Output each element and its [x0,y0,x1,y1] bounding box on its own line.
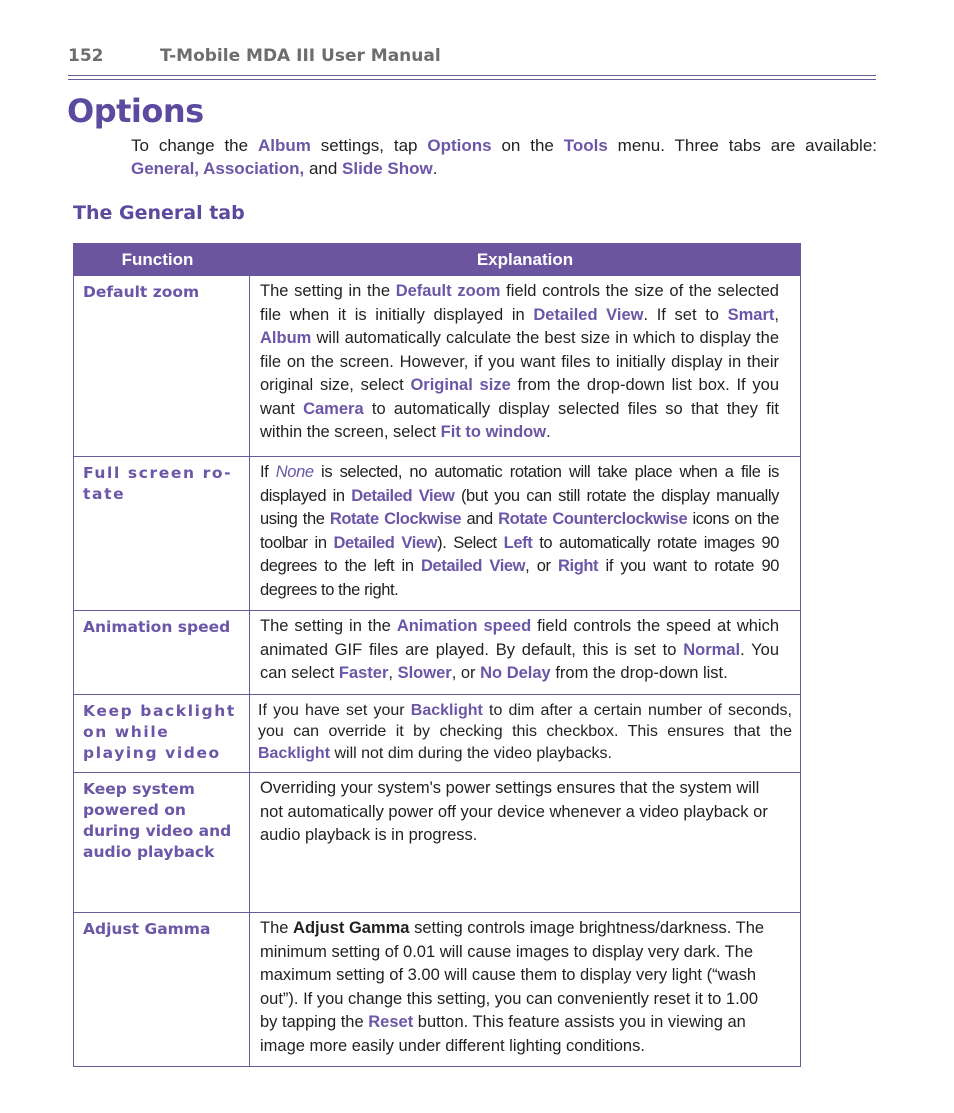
cell-keyword: Backlight [410,701,483,719]
cell-text: from the drop-down list box. If you want [260,376,779,418]
cell-text: . If set to [643,305,728,324]
cell-text: to automatically display selected files so that they fit within the screen, select [260,399,779,441]
cell-keyword: Faster [338,664,389,682]
cell-text: will automatically calculate the best size in which to display the file on the screen. However, if you want files to initially display in their original size, select [260,329,779,394]
page-title: Options [67,92,204,130]
intro-keyword: Slide Show [342,159,433,178]
cell-keyword: Rotate Counterclockwise [498,510,688,528]
table-row [74,773,801,913]
cell-text: setting controls image brightness/darkness. The minimum setting of 0.01 will cause images to display very dark. The maximum setting of 3.00 will cause them to display very light (“wash out”). If you change this setting, you can conveniently reset it to 1.00 by tapping the [260,919,765,1031]
cell-keyword: Left [503,533,533,552]
intro-text: To change the [131,136,258,155]
function-cell: Adjust Gamma [74,913,250,1067]
cell-text: (but you can still rotate the display manually using the [260,486,779,528]
cell-keyword: Backlight [258,744,331,762]
explanation-cell [250,457,801,611]
cell-text: The setting in the [260,282,396,300]
cell-text: icons on the toolbar in [260,510,779,552]
section-title: The General tab [73,202,245,224]
cell-text: The [260,919,294,937]
table-row [74,694,801,773]
cell-text: . You can select [260,640,779,682]
cell-keyword: Detailed View [421,557,526,575]
cell-keyword: None [275,463,314,481]
cell-text: If [260,463,276,481]
cell-text: to dim after a certain number of seconds, you can override it by checking this checkbox. This ensures that the [258,701,793,740]
cell-text: from the drop-down list. [550,664,728,682]
cell-keyword: Smart [727,305,775,324]
cell-text: . [546,423,551,441]
function-cell: Keep backlight on while playing video [74,694,250,773]
cell-text: , or [451,664,481,682]
table-row [74,913,801,1067]
explanation-cell [250,611,801,695]
function-cell: Full screen ro-tate [74,457,250,611]
cell-keyword: Camera [303,399,364,418]
intro-paragraph [131,134,877,180]
cell-keyword: Detailed View [533,305,644,324]
function-column-header: Function [74,244,250,276]
intro-text: . [432,159,438,178]
cell-keyword: Slower [397,664,452,682]
cell-text: , [388,664,398,682]
cell-text: if you want to rotate 90 degrees to the right. [260,557,780,599]
cell-keyword: Default zoom [395,282,501,300]
intro-text: and [304,159,343,178]
cell-keyword: No Delay [480,664,551,682]
intro-text: on the [491,136,564,155]
cell-keyword: Adjust Gamma [293,919,410,937]
cell-keyword: Fit to window [440,423,547,441]
cell-text: is selected, no automatic rotation will take place when a file is displayed in [260,463,779,505]
cell-keyword: Detailed View [333,533,438,552]
intro-text: settings, tap [310,136,428,155]
cell-text: , [774,305,779,324]
running-header [68,46,441,66]
cell-text: to automatically rotate images 90 degrees to the left in [260,533,779,575]
manual-title: T-Mobile MDA III User Manual [160,46,441,66]
cell-text: field controls the size of the selected file when it is initially displayed in [260,282,779,324]
intro-keyword: Options [427,136,492,155]
intro-keyword: General, Association, [131,159,305,178]
header-rule-bottom [68,79,876,80]
function-cell: Default zoom [74,276,250,457]
page-number: 152 [68,46,104,66]
cell-keyword: Normal [683,640,741,659]
table-row [74,276,801,457]
function-cell: Keep system powered on during video and audio playback [74,773,250,913]
table-header-row [74,244,801,276]
explanation-cell [250,913,801,1067]
cell-keyword: Reset [368,1013,414,1031]
cell-keyword: Animation speed [396,617,532,635]
explanation-cell [250,694,801,773]
cell-keyword: Right [558,557,599,575]
cell-keyword: Album [260,329,312,347]
cell-text: The setting in the [260,617,397,635]
explanation-column-header: Explanation [250,244,801,276]
cell-keyword: Rotate Clockwise [329,510,462,528]
cell-text: will not dim during the video playbacks. [330,744,612,762]
cell-text: ). Select [437,533,504,552]
cell-keyword: Detailed View [351,486,455,505]
table-row [74,457,801,611]
explanation-cell [250,276,801,457]
explanation-cell [250,773,801,913]
table-row [74,611,801,695]
cell-text: If you have set your [258,701,411,719]
header-rule-top [68,75,876,76]
intro-keyword: Album [257,136,311,155]
cell-text: Overriding your system's power settings ensures that the system will not automatically power off your device whenever a video playback or audio playback is in progress. [260,779,768,844]
cell-keyword: Original size [410,376,511,394]
function-cell: Animation speed [74,611,250,695]
cell-text: , or [525,557,558,575]
options-table [73,243,801,1067]
cell-text: button. This feature assists you in viewing an image more easily under different lighting conditions. [260,1013,746,1055]
intro-text: menu. Three tabs are available: [607,136,877,155]
cell-text: and [461,510,499,528]
intro-keyword: Tools [563,136,608,155]
cell-text: field controls the speed at which animated GIF files are played. By default, this is set to [260,617,779,659]
